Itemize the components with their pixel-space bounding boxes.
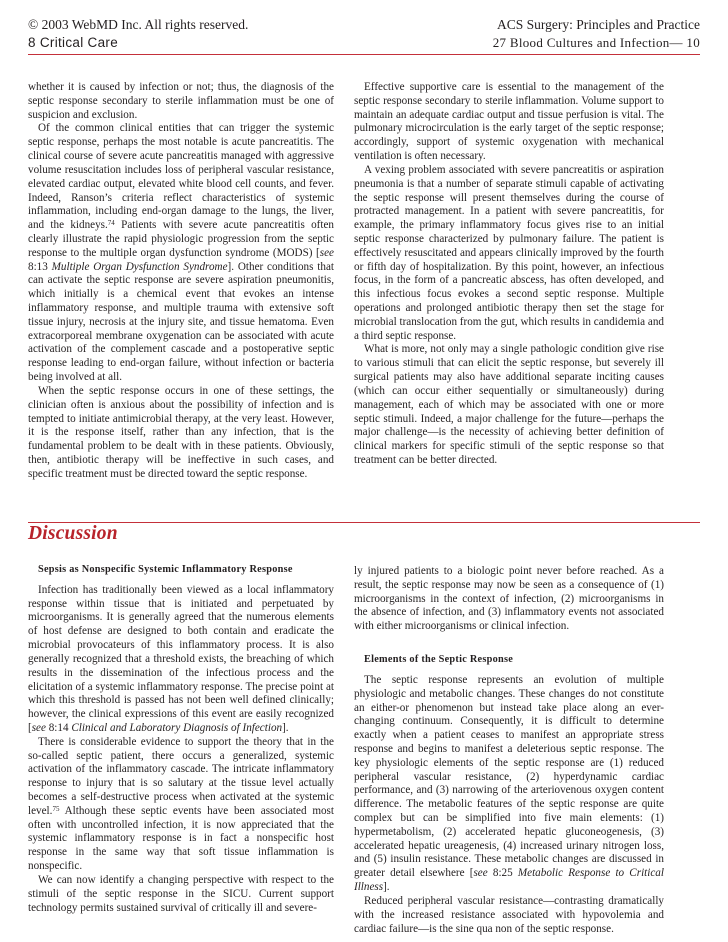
copyright-notice: © 2003 WebMD Inc. All rights reserved. [28, 17, 249, 32]
paragraph: Reduced peripheral vascular resistance—contrasting dramatically with the increased resistance associated with hypovolemia and cardiac failure—is the sine qua non of the septic response. [354, 894, 664, 935]
chapter-number: 8:25 [487, 867, 518, 880]
paragraph: ly injured patients to a biologic point never before reached. As a result, the septic response may now be seen as a consequence of (1) microorganisms in the context of infection, (2) microorganisms in the absence of infection, and (3) inflammatory events not associated with either microorganisms or clinical infection. [354, 565, 664, 633]
paragraph: Of the common clinical entities that can trigger the systemic septic response, perhaps the most notable is acute pancreatitis. The clinical course of severe acute pancreatitis managed with aggressive volume resuscitation includes loss of peripheral vascular resistance, elevated cardiac output, elevated white blood cell counts, and fever. Indeed, Ranson’s criteria reflect characteristics of systemic inflammation, including end-organ damage to the lungs, the liver, and the kidneys.$^{74}$ Patients with severe acute pancreatitis often clearly illustrate the rapid physiologic progression from the septic response to the multiple organ dysfunction syndrome (MODS) [see 8:13 Multiple Organ Dysfunction Syndrome]. Other conditions that can activate the septic response are severe aspiration pneumonitis, which initially is a chemical event that evokes an intense inflammatory response, and multiple trauma with extensive soft tissue injury, necrosis at the injury site, and tissue hematoma. Even extracorporeal membrane oxygenation can be associated with acute activation of the complement cascade and a postoperative septic response leading to end-organ failure, without infection or bacteria being involved at all. [28, 122, 334, 384]
top-left-column [28, 81, 334, 482]
chapter-number: 8:13 [28, 260, 52, 273]
reference-marker: 75 [52, 804, 60, 813]
header-divider [28, 54, 700, 55]
chapter-crossref: Multiple Organ Dysfunction Syndrome [51, 260, 228, 273]
see-label: see [319, 246, 334, 259]
running-header-top [28, 17, 700, 33]
chapter-crossref: Metabolic Response to Critical Illness [354, 867, 664, 894]
section-label: 8 Critical Care [28, 35, 119, 50]
paragraph: When the septic response occurs in one of these settings, the clinician often is anxious about the possibility of infection and is tempted to initiate antimicrobial therapy, at the very least. However, it is the response itself, rather than any infection, that is the fundamental problem to be dealt with in these patients. Obviously, then, antibiotic therapy will be ineffective in such cases, and specific treatment must be directed toward the septic response. [28, 384, 334, 480]
chapter-number: 8:14 [45, 721, 72, 734]
book-title: ACS Surgery: Principles and Practice [497, 17, 700, 32]
discussion-right-column [354, 565, 664, 936]
paragraph: A vexing problem associated with severe pancreatitis or aspiration pneumonia is that a number of separate stimuli capable of activating the septic response will present themselves during the course of protracted management. In a patient with severe pancreatitis, for example, the primary inflammatory focus gives rise to an initial septic response characterized by pulmonary failure. The patient is effectively resuscitated and appears clinically improved by the fourth or fifth day of hospitalization. By this point, however, an infectious focus, in the form of a pancreatic abscess, has often developed, and this infectious focus evokes a second septic response. Multiple operations and prolonged antibiotic therapy then set the stage for microbial translocation from the gut, which results in candidemia and a third septic response. [354, 163, 664, 342]
paragraph: Infection has traditionally been viewed as a local inflammatory response within tissue that is initiated and perpetuated by microorganisms. It is generally agreed that the numerous elements of host defense are designed to both contain and eradicate the microbial provocateurs of this inflammatory process. It is also generally recognized that a threshold exists, the breaching of which results in the dissemination of the infectious process and the elicitation of a systemic inflammatory response. The precise point at which this threshold is passed has not been well defined clinically; however, the clinical expressions of this event are easily recognized [see 8:14 Clinical and Laboratory Diagnosis of Infection]. [28, 583, 334, 734]
subheading: Elements of the Septic Response [364, 654, 514, 666]
paragraph: whether it is caused by infection or not; thus, the diagnosis of the septic response secondary to sterile inflammation must be one of suspicion and exclusion. [28, 81, 334, 121]
see-label: see [473, 867, 488, 880]
reference-marker: 74 [107, 219, 115, 228]
chapter-crossref: Clinical and Laboratory Diagnosis of Infection [71, 721, 283, 734]
running-header-bottom [28, 35, 700, 51]
see-label: see [31, 721, 46, 734]
section-divider [28, 522, 700, 523]
subheading: Sepsis as Nonspecific Systemic Inflammatory Response [38, 564, 293, 575]
paragraph: There is considerable evidence to support the theory that in the so-called septic patient, there occurs a generalized, systemic activation of the inflammatory cascade. The intricate inflammatory response to injury that is so salutary at the tissue level actually becomes a self-destructive process when activated at the systemic level.$^{75}$ Although these septic events have been associated most often with uncontrolled infection, it is now appreciated that the systemic inflammatory response is in fact a nonspecific host response in the same way that soft tissue inflammation is nonspecific. [28, 735, 334, 873]
paragraph: The septic response represents an evolution of multiple physiologic and metabolic changes. These changes do not constitute an either-or phenomenon but instead take place along an ever-changing continuum. Consequently, it is difficult to determine exactly when a patient ceases to manifest an appropriate stress response and begins to manifest a deleterious septic response. The key physiologic elements of the septic response are (1) reduced peripheral vascular resistance, (2) hyperdynamic cardiac performance, and (3) narrowing of the arteriovenous oxygen content difference. The metabolic features of the septic response are quite complex but can be simplified into five main elements: (1) hypermetabolism, (2) accelerated hepatic gluconeogenesis, (3) accelerated hepatic ureagenesis, (4) increased urinary nitrogen loss, and (5) insulin resistance. These metabolic changes are discussed in greater detail elsewhere [see 8:25 Metabolic Response to Critical Illness]. [354, 673, 664, 894]
top-right-column [354, 81, 664, 468]
page-info: 27 Blood Cultures and Infection— 10 [492, 35, 700, 50]
paragraph: Effective supportive care is essential to the management of the septic response secondary to sterile inflammation. Volume support to maintain an adequate cardiac output and tissue perfusion is vital. The pulmonary microcirculation is the early target of the septic response; accordingly, support of systemic oxygenation with mechanical ventilation is often necessary. [354, 81, 664, 163]
discussion-left-column [28, 563, 334, 915]
paragraph: What is more, not only may a single pathologic condition give rise to various stimuli that can elicit the septic response, but severely ill surgical patients may also have additional separate inciting causes (which can occur either sequentially or simultaneously) during management, each of which may be associated with one or more septic stimuli. Indeed, a major challenge for the future—perhaps the major challenge—is the necessity of achieving better definition of clinical markers for specific stimuli of the septic response so that treatment can be better directed. [354, 343, 664, 466]
section-title: Discussion [28, 523, 118, 544]
paragraph: We can now identify a changing perspective with respect to the stimuli of the septic response in the SICU. Current support technology permits sustained survival of critically ill and severe- [28, 873, 334, 914]
